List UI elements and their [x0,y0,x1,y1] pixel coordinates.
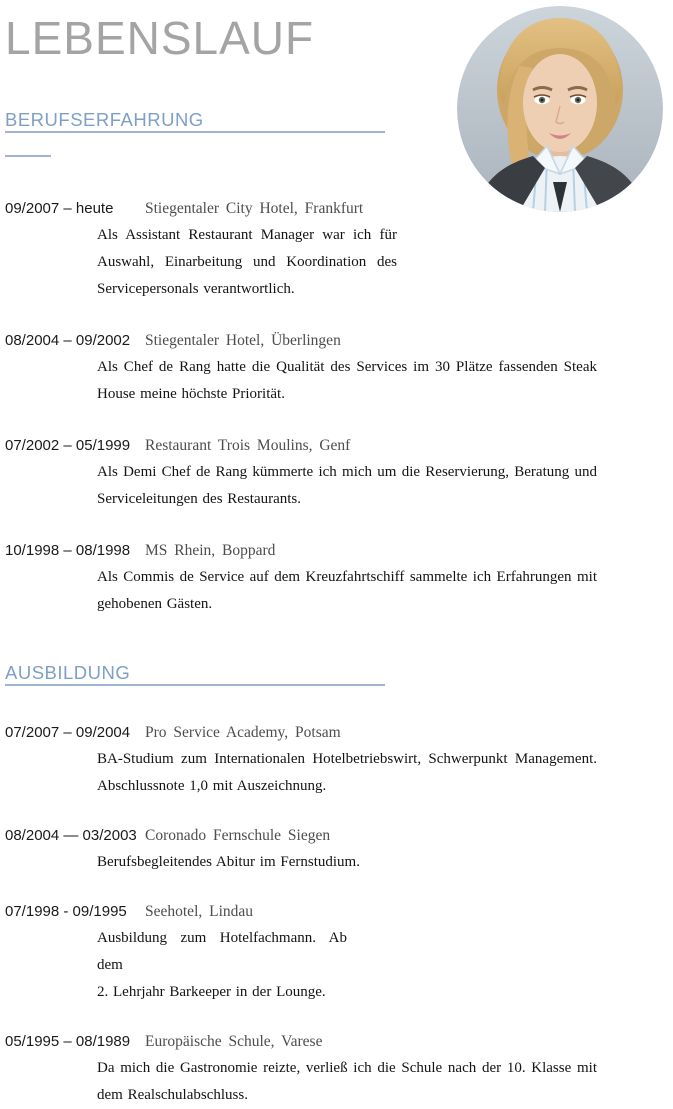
section-heading: BERUFSERFAHRUNG [5,110,385,133]
entry-employer: MS Rhein, Boppard [145,542,276,559]
entry-description [97,459,597,513]
entry-description [97,746,597,800]
entry-head [5,432,673,459]
entry-date: 08/2004 — 03/2003 [5,827,137,844]
entry-head [5,1028,673,1055]
entry-date: 07/1998 - 09/1995 [5,903,127,920]
entry-date: 10/1998 – 08/1998 [5,542,131,559]
entry-description-line: BA-Studium zum Internationalen Hotelbetriebswirt, Schwerpunkt Management. [97,751,597,767]
entry-description [97,222,397,303]
entry-date: 07/2007 – 09/2004 [5,724,131,741]
entry-date: 08/2004 – 09/2002 [5,332,131,349]
entry-description [97,849,597,876]
entry-employer: Stiegentaler City Hotel, Frankfurt [145,200,364,217]
cv-entry [5,719,673,800]
section-heading: AUSBILDUNG [5,663,385,686]
entry-description-line: House meine höchste Priorität. [97,386,285,402]
entry-description [97,925,347,1006]
entry-description [97,354,597,408]
entry-description-line: dem Realschulabschluss. [97,1087,248,1103]
entry-employer: Restaurant Trois Moulins, Genf [145,437,351,454]
cv-entry [5,327,673,408]
entry-description-line: gehobenen Gästen. [97,596,213,612]
entry-employer: Stiegentaler Hotel, Überlingen [145,332,341,349]
page-title: LEBENSLAUF [5,12,315,64]
entry-description [97,564,597,618]
heading-underline-fragment [5,155,51,157]
entry-date: 05/1995 – 08/1989 [5,1033,131,1050]
entry-employer: Pro Service Academy, Potsam [145,724,341,741]
entry-head [5,898,673,925]
entry-description-line: Als Assistant Restaurant Manager war ich für [97,227,397,243]
entry-head [5,822,673,849]
cv-entry [5,898,673,1006]
entry-description-line: Als Chef de Rang hatte die Qualität des Services im 30 Plätze fassenden Steak [97,359,597,375]
entry-head [5,719,673,746]
entry-employer: Europäische Schule, Varese [145,1033,323,1050]
section-entries [5,195,673,618]
cv-entry [5,1028,673,1109]
entry-description-line: Berufsbegleitendes Abitur im Fernstudium. [97,854,360,870]
entry-employer: Seehotel, Lindau [145,903,254,920]
cv-sections [5,110,673,1109]
portrait-image [457,6,663,212]
entry-employer: Coronado Fernschule Siegen [145,827,331,844]
entry-head [5,327,673,354]
profile-photo [457,6,663,212]
entry-description [97,1055,597,1109]
entry-description-line: Da mich die Gastronomie reizte, verließ ich die Schule nach der 10. Klasse mit [97,1060,597,1076]
entry-description-line: Abschlussnote 1,0 mit Auszeichnung. [97,778,327,794]
cv-entry [5,432,673,513]
section-entries [5,719,673,1109]
entry-description-line: Ausbildung zum Hotelfachmann. Ab dem [97,930,347,973]
entry-description-line: Serviceleitungen des Restaurants. [97,491,302,507]
entry-description-line: Servicepersonals verantwortlich. [97,281,295,297]
entry-description-line: Als Commis de Service auf dem Kreuzfahrtschiff sammelte ich Erfahrungen mit [97,569,597,585]
entry-description-line: Auswahl, Einarbeitung und Koordination des [97,254,397,270]
entry-date: 09/2007 – heute [5,200,114,217]
entry-description-line: 2. Lehrjahr Barkeeper in der Lounge. [97,984,326,1000]
cv-entry [5,537,673,618]
entry-head [5,537,673,564]
entry-date: 07/2002 – 05/1999 [5,437,131,454]
cv-entry [5,822,673,876]
entry-description-line: Als Demi Chef de Rang kümmerte ich mich um die Reservierung, Beratung und [97,464,597,480]
